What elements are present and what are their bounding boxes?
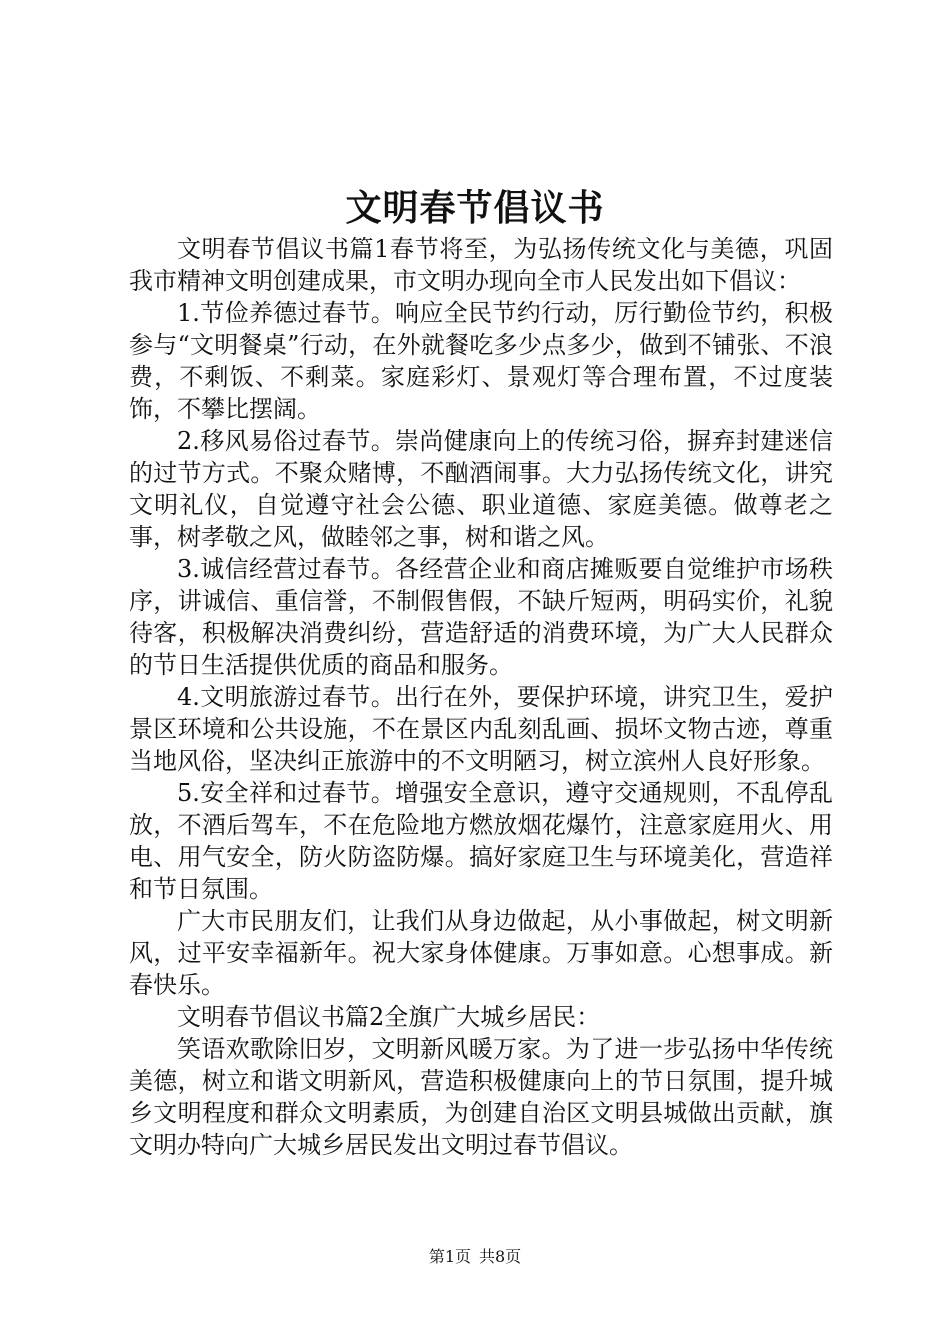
paragraph-closing: 广大市民朋友们，让我们从身边做起，从小事做起，树文明新风，过平安幸福新年。祝大家身体健康。万事如意。心想事成。新春快乐。 xyxy=(129,907,833,999)
paragraph-item-5: 5.安全祥和过春节。增强安全意识，遵守交通规则，不乱停乱放，不酒后驾车，不在危险地方燃放烟花爆竹，注意家庭用火、用电、用气安全，防火防盗防爆。搞好家庭卫生与环境美化，营造祥和节日氛围。 xyxy=(129,779,833,903)
page-number: 第1页 xyxy=(428,1247,471,1266)
paragraph-item-2: 2.移风易俗过春节。崇尚健康向上的传统习俗，摒弃封建迷信的过节方式。不聚众赌博，不酗酒闹事。大力弘扬传统文化，讲究文明礼仪，自觉遵守社会公德、职业道德、家庭美德。做尊老之事，树孝敬之风，做睦邻之事，树和谐之风。 xyxy=(129,427,833,551)
paragraph-item-3: 3.诚信经营过春节。各经营企业和商店摊贩要自觉维护市场秩序，讲诚信、重信誉，不制假售假，不缺斤短两，明码实价，礼貌待客，积极解决消费纠纷，营造舒适的消费环境，为广大人民群众的节日生活提供优质的商品和服务。 xyxy=(129,555,833,679)
page-title: 文明春节倡议书 xyxy=(345,187,605,229)
document-body xyxy=(129,233,833,1161)
page-footer xyxy=(0,1246,950,1268)
paragraph-intro-2: 文明春节倡议书篇2全旗广大城乡居民： xyxy=(177,1003,601,1031)
page-total: 共8页 xyxy=(479,1247,522,1266)
paragraph-item-1: 1.节俭养德过春节。响应全民节约行动，厉行勤俭节约，积极参与“文明餐桌”行动，在外就餐吃多少点多少，做到不铺张、不浪费，不剩饭、不剩菜。家庭彩灯、景观灯等合理布置，不过度装饰，不攀比摆阔。 xyxy=(129,299,833,423)
paragraph-intro-1: 文明春节倡议书篇1春节将至，为弘扬传统文化与美德，巩固我市精神文明创建成果，市文明办现向全市人民发出如下倡议： xyxy=(129,235,833,295)
paragraph-body-2: 笑语欢歌除旧岁，文明新风暖万家。为了进一步弘扬中华传统美德，树立和谐文明新风，营造积极健康向上的节日氛围，提升城乡文明程度和群众文明素质，为创建自治区文明县城做出贡献，旗文明办特向广大城乡居民发出文明过春节倡议。 xyxy=(129,1035,833,1159)
paragraph-item-4: 4.文明旅游过春节。出行在外，要保护环境，讲究卫生，爱护景区环境和公共设施，不在景区内乱刻乱画、损坏文物古迹，尊重当地风俗，坚决纠正旅游中的不文明陋习，树立滨州人良好形象。 xyxy=(129,683,833,775)
